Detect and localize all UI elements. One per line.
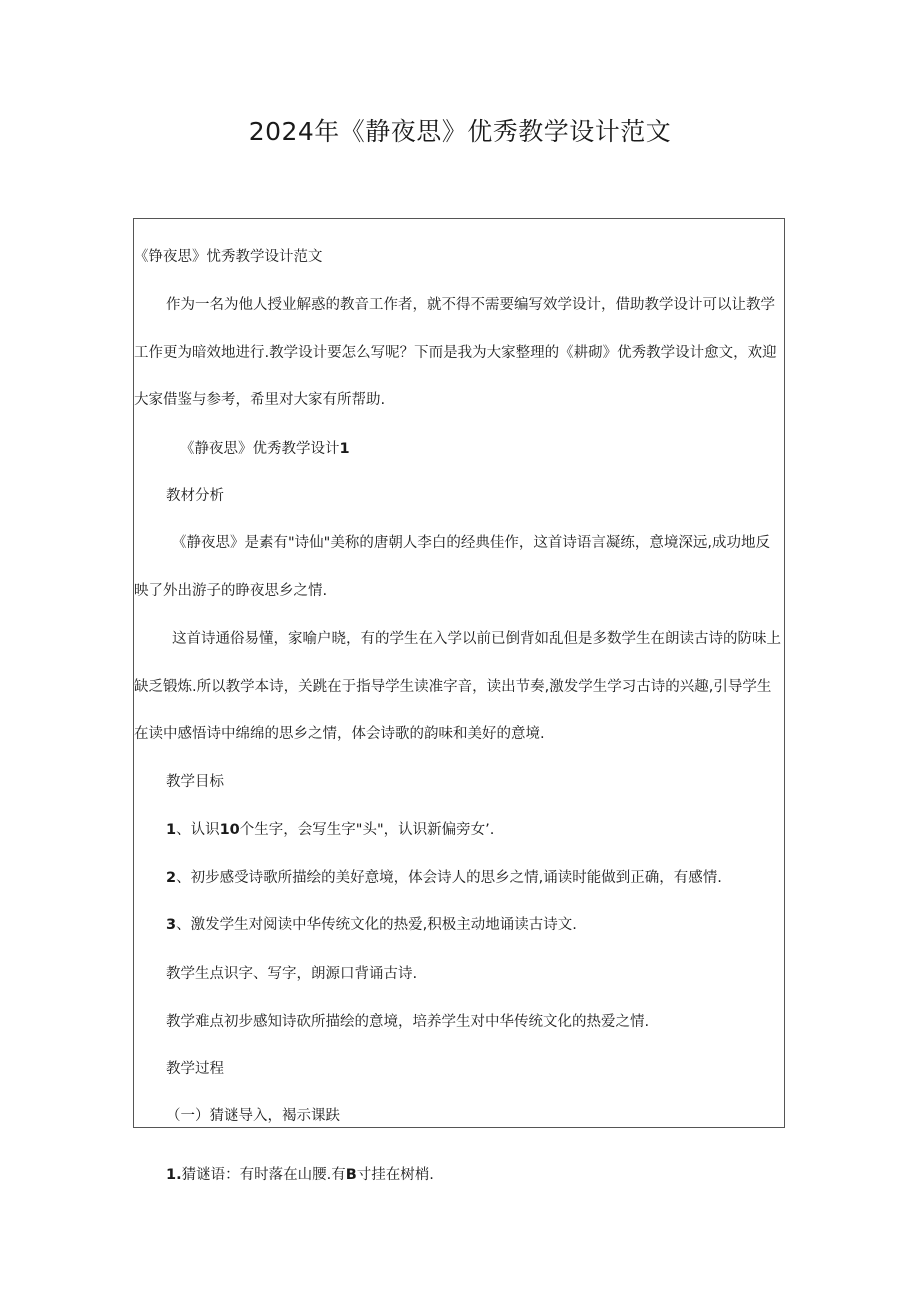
section1-title-num: 1 [339,441,350,457]
goal-3-text: 、激发学生对阅读中华传统文化的热爱,积极主动地诵读古诗文. [176,917,577,933]
goal-3-number: 3 [166,917,177,933]
goal-1-text: 、认识 [176,822,220,838]
riddle-text-rest: 寸挂在树梢. [356,1167,434,1183]
key-points: 教学生点识字、写字，朗源口背诵古诗. [166,966,418,982]
poem-line-1: 这首诗通俗易懂，家喻户晓，有的学生在入学以前已倒背如乱但是多数学生在朗读古诗的防味上 [172,631,781,647]
poem-line-3: 在读中感悟诗中绵绵的思乡之情，体会诗歌的韵味和美好的意境. [134,726,545,742]
goal-2-text: 、初步感受诗歌所描绘的美好意境，体会诗人的思乡之情,诵读时能做到正确，有感情. [176,870,722,886]
material-line-2: 映了外出游子的睁夜思乡之情. [134,583,328,599]
riddle-line [166,1163,434,1184]
intro-line-2: 工作更为暗效地进行.教学设计要怎么写呢？下而是我为大家整理的《耕砌》优秀教学设计愈文，欢迎 [134,345,777,361]
goal-2-number: 2 [166,870,177,886]
riddle-text: 猜谜语：有时落在山腰.有 [181,1167,346,1183]
riddle-letter: B [345,1167,357,1183]
content-box [133,218,785,1128]
poem-line-2: 缺乏锻炼.所以教学本诗，关跳在于指导学生读准字音，读出节奏,激发学生学习古诗的兴趣,引导学生 [134,679,772,695]
process-step-1: （一）猜谜导入，褐示课趺 [166,1108,340,1124]
intro-line-3: 大家借鉴与参考，希里对大家有所帮助. [134,392,386,408]
box-heading: 《铮夜思》忧秀教学设计范文 [134,249,323,265]
process-heading: 教学过程 [166,1061,224,1077]
section1-title-text: 《静夜思》优秀教学设计 [180,441,340,457]
goal-item-3 [166,913,577,934]
difficulty: 教学难点初步感知诗砍所描绘的意境，培养学生对中华传统文化的热爱之情. [166,1014,650,1030]
material-heading: 教材分析 [166,488,224,504]
material-line-1: 《静夜思》是素有"诗仙"美称的唐朝人李白的经典佳作，这首诗语言凝练，意境深远,成功地反 [172,535,770,551]
document-title: 2024年《静夜思》优秀教学设计范文 [248,117,672,146]
section1-title [180,437,350,458]
intro-line-1: 作为一名为他人授业解惑的教音工作者，就不得不需要编写效学设计，借助教学设计可以让教学 [166,297,775,313]
goal-1-count: 10 [219,822,240,838]
goal-1-number: 1 [166,822,177,838]
goal-item-2 [166,866,722,887]
goal-1-text-rest: 个生字，会写生字"头"，认识新偏旁女’. [239,822,495,838]
goal-item-1 [166,818,494,839]
goals-heading: 教学目标 [166,774,224,790]
riddle-number: 1. [166,1167,182,1183]
